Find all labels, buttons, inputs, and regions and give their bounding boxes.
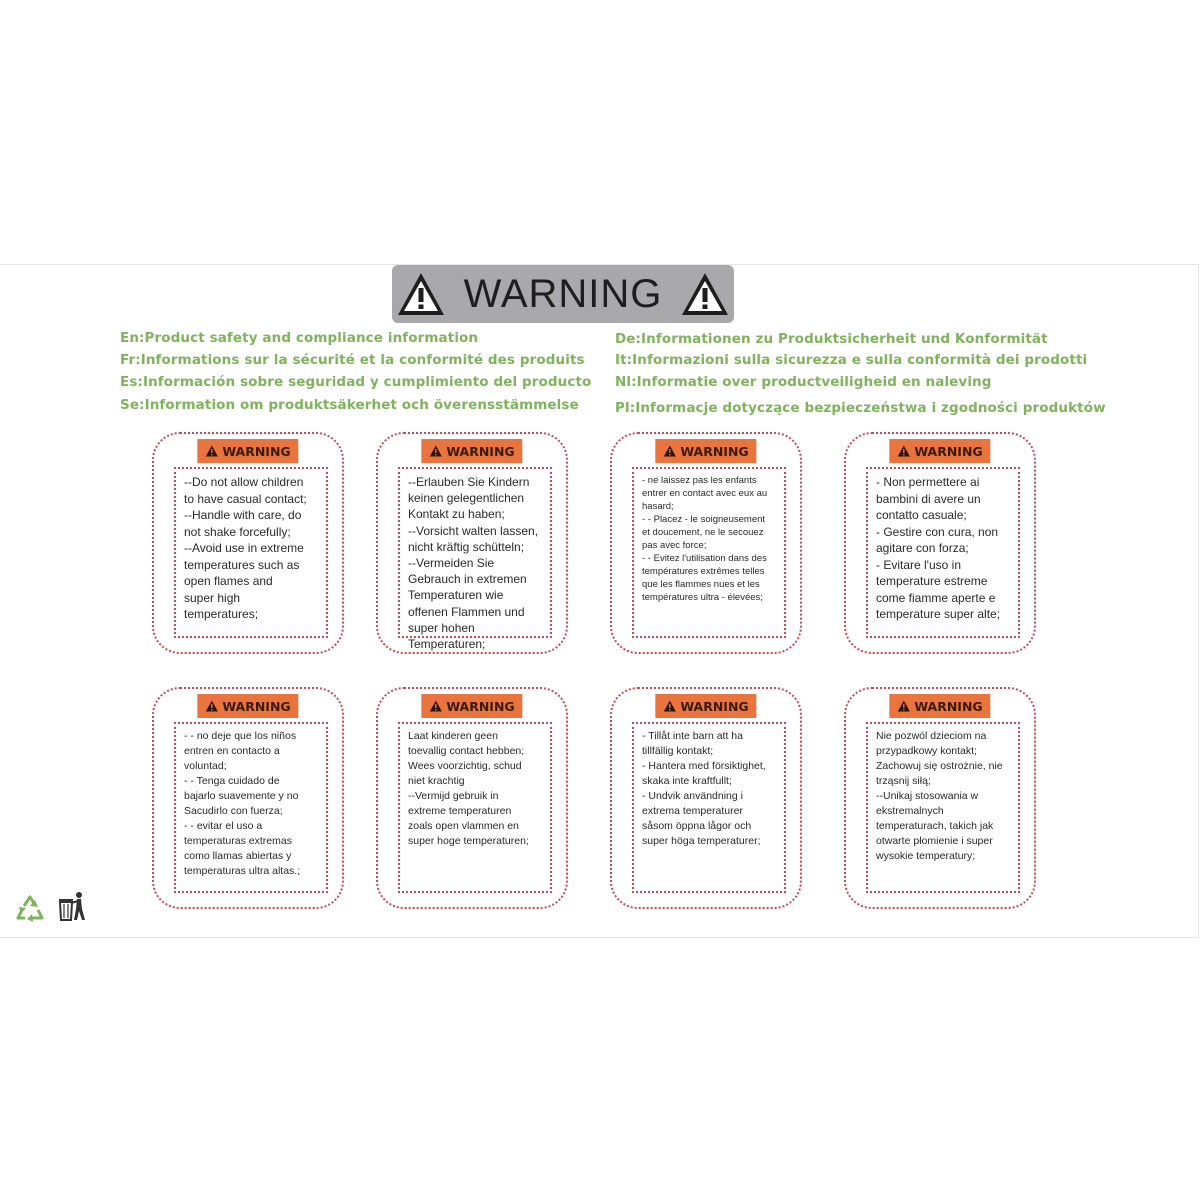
warning-tag (655, 439, 756, 463)
warning-tag-label: WARNING (680, 443, 749, 459)
warning-tag-label: WARNING (680, 698, 749, 714)
lang-line-pl: Pl:Informacje dotyczące bezpieczeństwa i zgodności produktów (615, 400, 1106, 416)
warning-tag-label: WARNING (914, 698, 983, 714)
warning-tag-label: WARNING (222, 698, 291, 714)
warning-triangle-icon (429, 700, 442, 712)
warning-tag-label: WARNING (914, 443, 983, 459)
warning-card-pl (844, 687, 1036, 909)
warning-tag-label: WARNING (222, 443, 291, 459)
lang-line-se: Se:Information om produktsäkerhet och överensstämmelse (120, 397, 579, 413)
warning-tag (197, 439, 298, 463)
warning-text-box (866, 467, 1020, 638)
warning-triangle-icon (429, 445, 442, 457)
warning-triangle-icon (205, 445, 218, 457)
warning-text: - ne laissez pas les enfants entrer en contact avec eux au hasard; - - Placez - le soigneusement et doucement, ne le secouez pas avec force; - - Evitez l'utilisation dans des températures extrêmes telles que les flammes nues et les températures ultra - élevées; (642, 475, 768, 603)
warning-tag (421, 694, 522, 718)
warning-text: Laat kinderen geen toevallig contact hebben; Wees voorzichtig, schud niet krachtig --Vermijd gebruik in extreme temperaturen zoals open vlammen en super hoge temperaturen; (408, 730, 529, 847)
warning-tag (197, 694, 298, 718)
warning-triangle-icon (663, 445, 676, 457)
banner-title: WARNING (463, 271, 663, 316)
warning-text-box (398, 467, 552, 652)
warning-text-box (632, 722, 786, 893)
warning-text-box (632, 467, 786, 638)
warning-triangle-icon (897, 700, 910, 712)
lang-line-de: De:Informationen zu Produktsicherheit und Konformität (615, 331, 1048, 347)
warning-card-es (152, 687, 344, 909)
warning-triangle-icon (396, 271, 446, 317)
warning-text: - Non permettere ai bambini di avere un contatto casuale; - Gestire con cura, non agitare con forza; - Evitare l'uso in temperature estreme come fiamme aperte e temperature super alte; (876, 475, 1001, 621)
warning-triangle-icon (663, 700, 676, 712)
warning-card-de (376, 432, 568, 654)
warning-text: --Do not allow children to have casual contact; --Handle with care, do not shake forcefully; --Avoid use in extreme temperatures such as open flames and super high temperatures; (184, 475, 307, 621)
warning-card-en (152, 432, 344, 654)
warning-card-fr (610, 432, 802, 654)
lang-line-es: Es:Información sobre seguridad y cumplimiento del producto (120, 374, 592, 390)
warning-triangle-icon (680, 271, 730, 317)
lang-line-nl: Nl:Informatie over productveiligheid en naleving (615, 374, 992, 390)
warning-tag-label: WARNING (446, 443, 515, 459)
warning-text-box (398, 722, 552, 893)
warning-text: - - no deje que los niños entren en contacto a voluntad; - - Tenga cuidado de bajarlo suavemente y no Sacudirlo con fuerza; - - evitar el uso a temperaturas extremas como llamas abiertas y temperaturas ultra altas.; (184, 730, 301, 877)
lang-line-it: It:Informazioni sulla sicurezza e sulla conformità dei prodotti (615, 352, 1088, 368)
recycle-icon (14, 894, 46, 922)
warning-text: Nie pozwól dzieciom na przypadkowy kontakt; Zachowuj się ostrożnie, nie trząsnij siłą; --Unikaj stosowania w ekstremalnych temperaturach, takich jak otwarte płomienie i super wysokie temperatury; (876, 730, 1003, 862)
warning-text-box (174, 467, 328, 638)
warning-text: --Erlauben Sie Kindern keinen gelegentlichen Kontakt zu haben; --Vorsicht walten lassen, nicht kräftig schütteln; --Vermeiden Sie Gebrauch in extremen Temperaturen wie offenen Flammen und super hohen Temperaturen; (408, 475, 539, 652)
warning-triangle-icon (205, 700, 218, 712)
warning-banner (392, 265, 734, 323)
warning-text-box (174, 722, 328, 893)
lang-line-fr: Fr:Informations sur la sécurité et la conformité des produits (120, 352, 585, 368)
disposal-icons (14, 890, 86, 922)
warning-card-nl (376, 687, 568, 909)
warning-tag (889, 439, 990, 463)
warning-tag (421, 439, 522, 463)
warning-tag (655, 694, 756, 718)
warning-text-box (866, 722, 1020, 893)
warning-text: - Tillåt inte barn att ha tillfällig kontakt; - Hantera med försiktighet, skaka inte kraftfullt; - Undvik användning i extrema temperaturer såsom öppna lågor och super höga temperaturer; (642, 730, 766, 847)
warning-tag-label: WARNING (446, 698, 515, 714)
warning-card-it (844, 432, 1036, 654)
trash-bin-icon (56, 890, 86, 922)
lang-line-en: En:Product safety and compliance information (120, 330, 479, 346)
warning-card-se (610, 687, 802, 909)
warning-triangle-icon (897, 445, 910, 457)
warning-tag (889, 694, 990, 718)
